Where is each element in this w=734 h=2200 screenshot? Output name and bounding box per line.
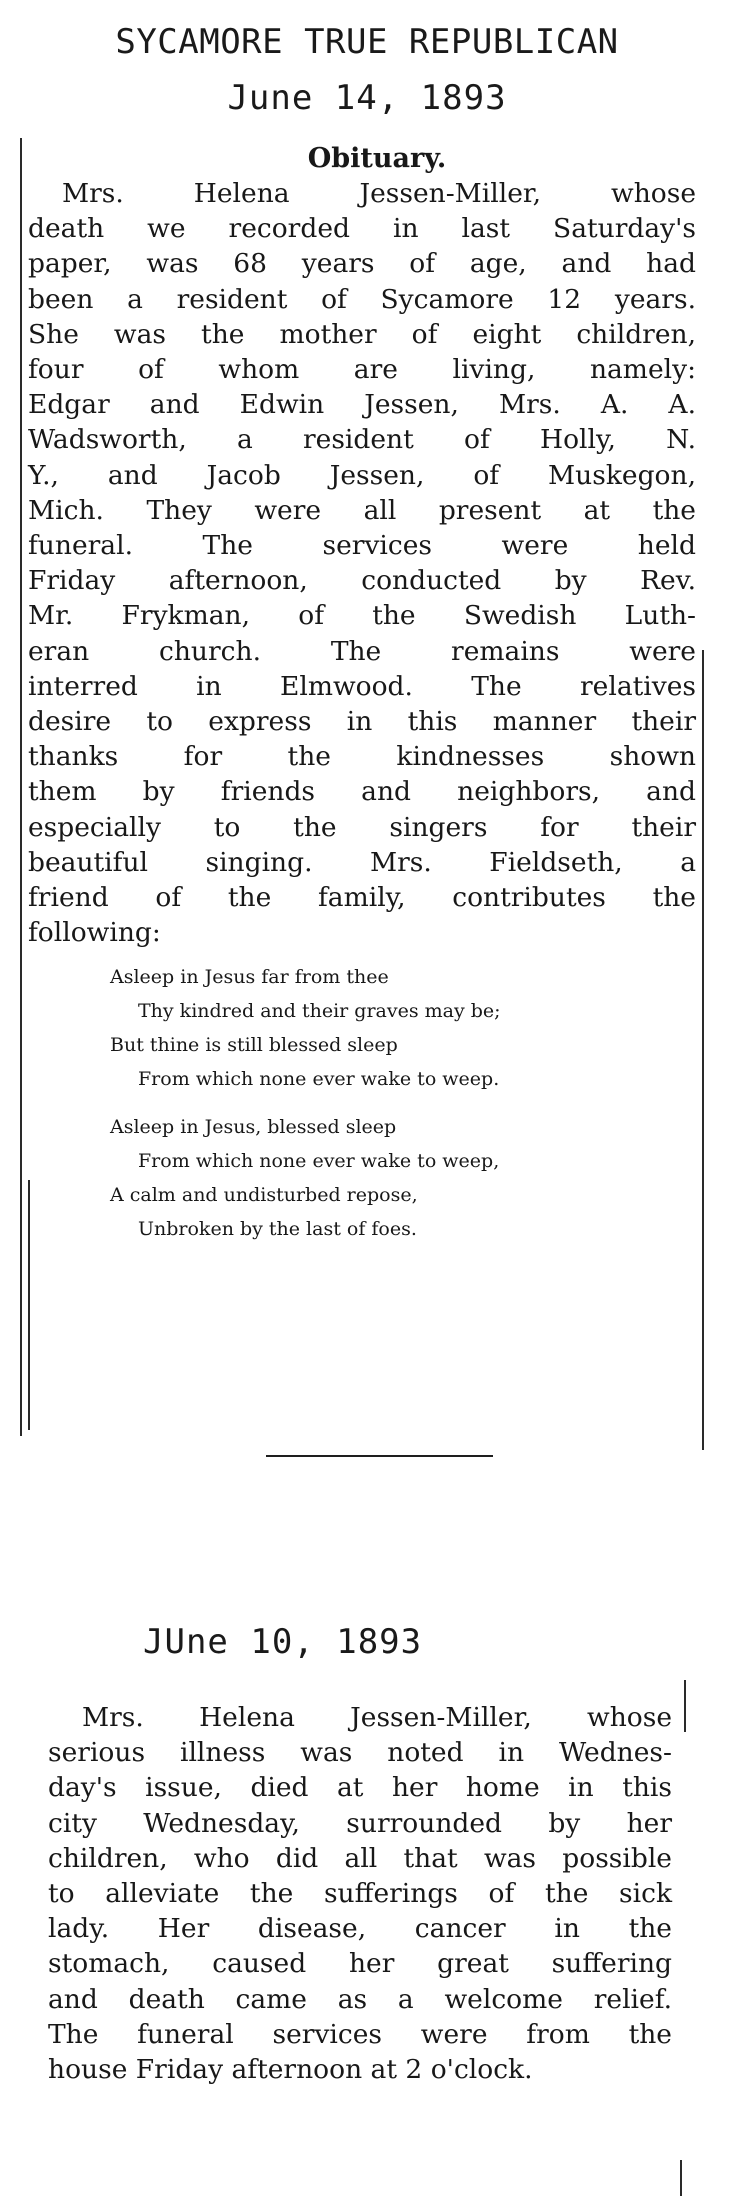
obituary-line: interred in Elmwood. The relatives: [28, 670, 696, 702]
obituary-line: been a resident of Sycamore 12 years.: [28, 283, 696, 315]
obituary-line: Mich. They were all present at the: [28, 494, 696, 526]
notice-line: house Friday afternoon at 2 o'clock.: [48, 2054, 533, 2086]
obituary-heading: Obituary.: [307, 143, 447, 174]
obituary-line: Y., and Jacob Jessen, of Muskegon,: [28, 459, 696, 491]
poem-line: A calm and undisturbed repose,: [110, 1184, 418, 1207]
hymn-poem: [28, 960, 696, 1246]
newspaper-masthead: SYCAMORE TRUE REPUBLICAN: [115, 22, 619, 62]
notice-line: serious illness was noted in Wednes-: [48, 1737, 672, 1769]
notice-line: lady. Her disease, cancer in the: [48, 1913, 672, 1945]
notice-line: day's issue, died at her home in this: [48, 1772, 672, 1804]
notice-line: city Wednesday, surrounded by her: [48, 1807, 672, 1839]
clipping-date-2: JUne 10, 1893: [143, 1622, 423, 1662]
column-rule-right: [702, 650, 704, 1450]
obituary-line: four of whom are living, namely:: [28, 354, 696, 386]
obituary-line: especially to the singers for their: [28, 811, 696, 843]
closing-rule: [266, 1455, 493, 1457]
notice-line: The funeral services were from the: [48, 2018, 672, 2050]
obituary-line: eran church. The remains were: [28, 635, 696, 667]
obituary-line: Wadsworth, a resident of Holly, N.: [28, 424, 696, 456]
obituary-line: desire to express in this manner their: [28, 706, 696, 738]
obituary-line: them by friends and neighbors, and: [28, 776, 696, 808]
column-rule-right-3: [680, 2160, 682, 2196]
obituary-line: She was the mother of eight children,: [28, 318, 696, 350]
death-notice-clipping: [48, 1700, 672, 2087]
notice-line: Mrs. Helena Jessen-Miller, whose: [82, 1702, 672, 1733]
poem-line: Asleep in Jesus, blessed sleep: [110, 1116, 397, 1139]
obituary-line: thanks for the kindnesses shown: [28, 741, 696, 773]
notice-line: and death came as a welcome relief.: [48, 1983, 672, 2015]
obituary-line: friend of the family, contributes the: [28, 882, 696, 914]
obituary-line: paper, was 68 years of age, and had: [28, 248, 696, 280]
obituary-line: following:: [28, 917, 161, 949]
poem-line: But thine is still blessed sleep: [110, 1034, 398, 1057]
obituary-line: beautiful singing. Mrs. Fieldseth, a: [28, 846, 696, 878]
obituary-line: Edgar and Edwin Jessen, Mrs. A. A.: [28, 389, 696, 421]
obituary-line: Mrs. Helena Jessen-Miller, whose: [62, 178, 696, 209]
obituary-clipping: [28, 142, 696, 1246]
poem-verse-2: [110, 1110, 696, 1246]
obituary-line: Mr. Frykman, of the Swedish Luth-: [28, 600, 696, 632]
obituary-line: Friday afternoon, conducted by Rev.: [28, 565, 696, 597]
poem-line: Thy kindred and their graves may be;: [138, 1000, 501, 1023]
poem-verse-1: [110, 960, 696, 1096]
clipping-date-1: June 14, 1893: [227, 78, 507, 118]
poem-line: Unbroken by the last of foes.: [138, 1218, 417, 1241]
poem-line: Asleep in Jesus far from thee: [110, 966, 389, 989]
obituary-line: funeral. The services were held: [28, 530, 696, 562]
notice-line: stomach, caused her great suffering: [48, 1948, 672, 1980]
notice-line: to alleviate the sufferings of the sick: [48, 1878, 672, 1910]
obituary-body: [28, 176, 696, 950]
notice-line: children, who did all that was possible: [48, 1842, 672, 1874]
poem-line: From which none ever wake to weep,: [138, 1150, 500, 1173]
column-rule-left: [20, 138, 22, 1436]
poem-line: From which none ever wake to weep.: [138, 1068, 500, 1091]
obituary-line: death we recorded in last Saturday's: [28, 213, 696, 245]
column-rule-right-2: [684, 1680, 686, 1732]
